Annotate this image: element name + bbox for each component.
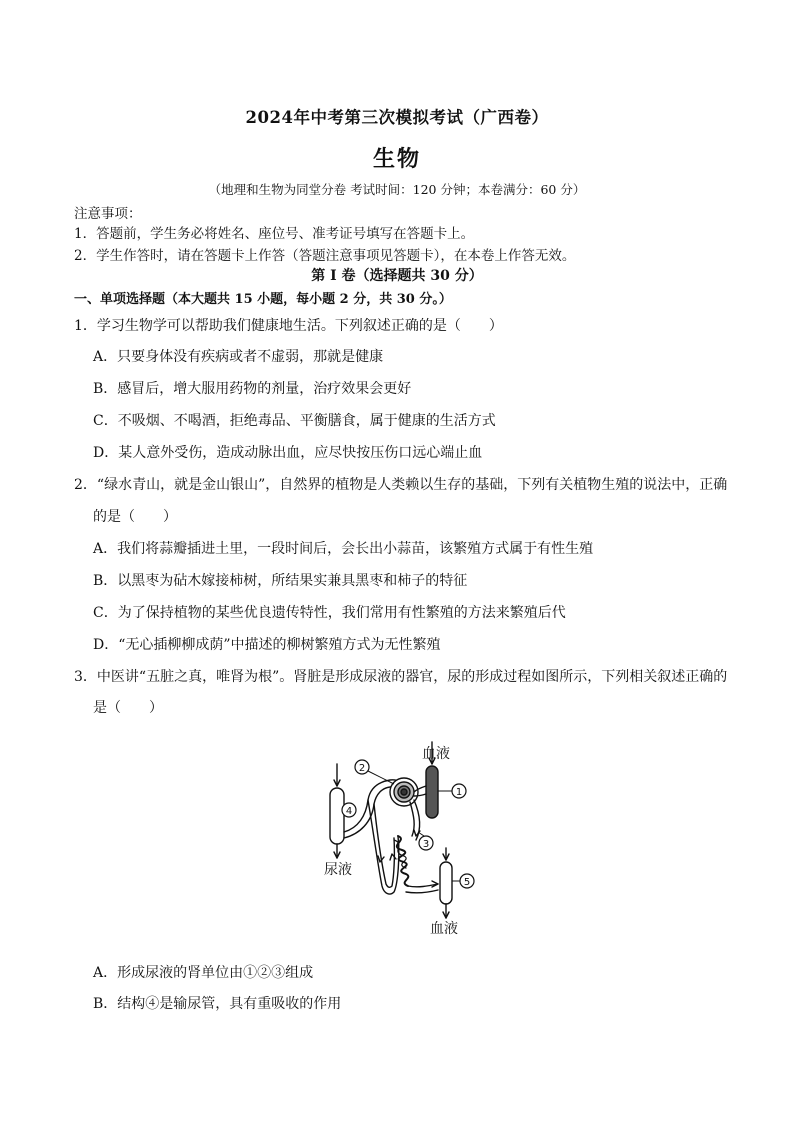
question-3-option-b: B．结构④是输尿管，具有重吸收的作用 <box>93 996 342 1012</box>
question-2-option-d: D．“无心插柳柳成荫”中描述的柳树繁殖方式为无性繁殖 <box>93 637 441 653</box>
marker-1: 1 <box>455 787 463 798</box>
note-item: 2．学生作答时，请在答题卡上作答（答题注意事项见答题卡），在本卷上作答无效。 <box>74 248 576 264</box>
marker-2: 2 <box>358 763 366 774</box>
exam-title: 2024年中考第三次模拟考试（广西卷） <box>245 108 549 127</box>
question-1-option-a: A．只要身体没有疾病或者不虚弱，那就是健康 <box>93 349 384 365</box>
note-item: 1．答题前，学生务必将姓名、座位号、准考证号填写在答题卡上。 <box>74 226 475 242</box>
subject-title: 生物 <box>372 146 421 172</box>
label-blood-bottom: 血液 <box>430 921 458 937</box>
question-1-stem: 1．学习生物学可以帮助我们健康地生活。下列叙述正确的是（ ） <box>74 318 503 334</box>
marker-5: 5 <box>463 877 471 888</box>
question-3-option-a: A．形成尿液的肾单位由①②③组成 <box>93 965 314 981</box>
question-2-stem: 2．“绿水青山，就是金山银山”，自然界的植物是人类赖以生存的基础，下列有关植物生殖的说法中，正确 <box>74 477 728 493</box>
label-blood-top: 血液 <box>422 746 450 762</box>
question-3-stem: 3．中医讲“五脏之真，唯肾为根”。肾脏是形成尿液的器官，尿的形成过程如图所示，下列相关叙述正确的 <box>74 669 728 685</box>
exam-info: （地理和生物为同堂分卷 考试时间：120 分钟；本卷满分：60 分） <box>208 182 586 197</box>
question-1-option-b: B．感冒后，增大服用药物的剂量，治疗效果会更好 <box>93 381 412 397</box>
question-1-option-c: C．不吸烟、不喝酒，拒绝毒品、平衡膳食，属于健康的生活方式 <box>93 413 496 429</box>
question-2-option-a: A．我们将蒜瓣插进土里，一段时间后，会长出小蒜苗，该繁殖方式属于有性生殖 <box>93 541 594 557</box>
part-title: 一、单项选择题（本大题共 15 小题，每小题 2 分，共 30 分。） <box>74 292 452 307</box>
question-1-option-d: D．某人意外受伤，造成动脉出血，应尽快按压伤口远心端止血 <box>93 445 483 461</box>
label-urine: 尿液 <box>324 862 352 878</box>
nephron-diagram <box>318 736 488 938</box>
marker-4: 4 <box>345 806 353 817</box>
notes-title: 注意事项： <box>74 206 142 222</box>
question-2-stem-cont: 的是（ ） <box>93 509 177 525</box>
question-3-stem-cont: 是（ ） <box>93 700 163 716</box>
marker-3: 3 <box>422 839 430 850</box>
section-title: 第 I 卷（选择题共 30 分） <box>311 268 483 284</box>
question-2-option-c: C．为了保持植物的某些优良遗传特性，我们常用有性繁殖的方法来繁殖后代 <box>93 605 566 621</box>
question-2-option-b: B．以黑枣为砧木嫁接柿树，所结果实兼具黑枣和柿子的特征 <box>93 573 468 589</box>
